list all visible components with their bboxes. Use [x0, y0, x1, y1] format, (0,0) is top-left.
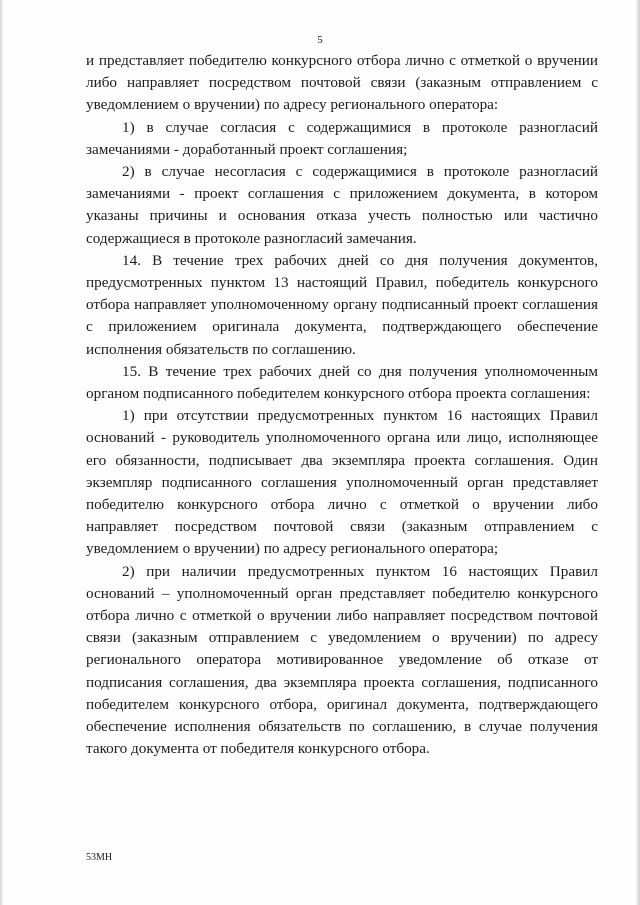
body-text	[86, 50, 598, 761]
scan-edge-right	[636, 0, 640, 905]
paragraph-continuation: и представляет победителю конкурсного отбора лично с отметкой о вручении либо направляет посредством почтовой связи (заказным отправлением с уведомлением о вручении) по адресу регионального оператора:	[86, 52, 598, 114]
paragraph-clause-14: 14. В течение трех рабочих дней со дня получения документов, предусмотренных пунктом 13 настоящий Правил, победитель конкурсного отбора направляет уполномоченному органу подписанный проект соглашения с приложением оригинала документа, подтверждающего обеспечение исполнения обязательств по соглашению.	[86, 251, 598, 358]
scan-edge-left	[0, 0, 3, 905]
paragraph-clause-15-item-2: 2) при наличии предусмотренных пунктом 16 настоящих Правил оснований – уполномоченный орган представляет победителю конкурсного отбора лично с отметкой о вручении либо направляет посредством почтовой связи (заказным отправлением с уведомлением о вручении) по адресу регионального оператора мотивированное уведомление об отказе от подписания соглашения, два экземпляра проекта соглашения, подписанного победителем конкурсного отбора, оригинал документа, подтверждающего обеспечение исполнения обязательств по соглашению, в случае получения такого документа от победителя конкурсного отбора.	[86, 562, 598, 758]
page-number: 5	[317, 34, 323, 46]
paragraph-clause-15-item-1: 1) при отсутствии предусмотренных пунктом 16 настоящих Правил оснований - руководитель уполномоченного органа или лицо, исполняющее его обязанности, подписывает два экземпляра проекта соглашения. Один экземпляр подписанного соглашения уполномоченный орган представляет победителю конкурсного отбора лично с отметкой о вручении либо направляет посредством почтовой связи (заказным отправлением с уведомлением о вручении) по адресу регионального оператора;	[86, 407, 598, 558]
paragraph-item-2-disagreement: 2) в случае несогласия с содержащимися в протоколе разногласий замечаниями - проект соглашения с приложением документа, в котором указаны причины и основания отказа учесть полностью или частично содержащиеся в протоколе разногласий замечания.	[86, 163, 598, 247]
paragraph-item-1-agreement: 1) в случае согласия с содержащимися в протоколе разногласий замечаниями - доработанный проект соглашения;	[86, 118, 598, 158]
footer-document-code: 53МН	[86, 852, 113, 863]
paragraph-clause-15: 15. В течение трех рабочих дней со дня получения уполномоченным органом подписанного победителем конкурсного отбора проекта соглашения:	[86, 362, 598, 403]
